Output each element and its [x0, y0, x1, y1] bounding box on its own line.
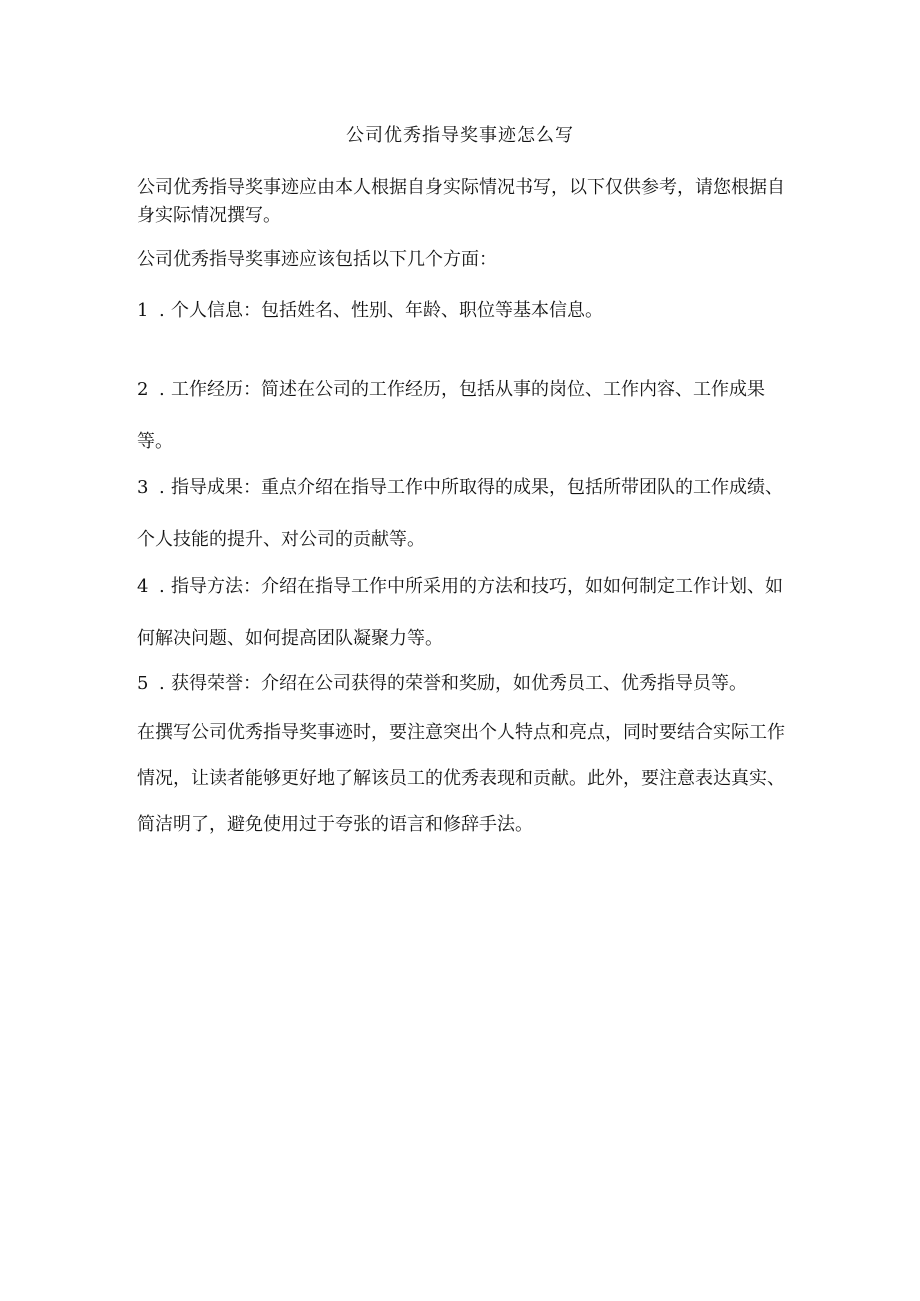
list-item-text: 工作经历：简述在公司的工作经历，包括从事的岗位、工作内容、工作成果等。: [137, 379, 765, 452]
closing-paragraph: 在撰写公司优秀指导奖事迹时，要注意突出个人特点和亮点，同时要结合实际工作情况，让读者能够更好地了解该员工的优秀表现和贡献。此外，要注意表达真实、简洁明了，避免使用过于夸张的语言和修辞手法。: [137, 722, 785, 835]
list-item: 5 . 获得荣誉：介绍在公司获得的荣誉和奖励，如优秀员工、优秀指导员等。: [137, 658, 787, 710]
list-item: 2 . 工作经历：简述在公司的工作经历，包括从事的岗位、工作内容、工作成果等。: [137, 364, 787, 468]
list-item-text: 指导成果：重点介绍在指导工作中所取得的成果，包括所带团队的工作成绩、个人技能的提升、对公司的贡献等。: [137, 477, 783, 550]
list-item: 4 . 指导方法：介绍在指导工作中所采用的方法和技巧，如如何制定工作计划、如何解决问题、如何提高团队凝聚力等。: [137, 561, 787, 665]
lead-paragraph: 公司优秀指导奖事迹应该包括以下几个方面：: [137, 249, 497, 270]
list-item-text: 指导方法：介绍在指导工作中所采用的方法和技巧，如如何制定工作计划、如何解决问题、如何提高团队凝聚力等。: [137, 576, 783, 649]
list-item-text: 个人信息：包括姓名、性别、年龄、职位等基本信息。: [171, 300, 603, 321]
list-item: 3 . 指导成果：重点介绍在指导工作中所取得的成果，包括所带团队的工作成绩、个人技能的提升、对公司的贡献等。: [137, 462, 787, 566]
list-item-number: 3: [137, 477, 149, 498]
list-item-number: 1: [137, 300, 149, 321]
intro-paragraph: 公司优秀指导奖事迹应由本人根据自身实际情况书写，以下仅供参考，请您根据自身实际情况撰写。: [137, 177, 785, 226]
list-item: 1 . 个人信息：包括姓名、性别、年龄、职位等基本信息。: [137, 285, 787, 337]
list-item-number: 4: [137, 576, 149, 597]
list-item-number: 2: [137, 379, 149, 400]
list-item-text: 获得荣誉：介绍在公司获得的荣誉和奖励，如优秀员工、优秀指导员等。: [171, 673, 747, 694]
list-item-number: 5: [137, 673, 149, 694]
document-title: 公司优秀指导奖事迹怎么写: [346, 125, 574, 146]
